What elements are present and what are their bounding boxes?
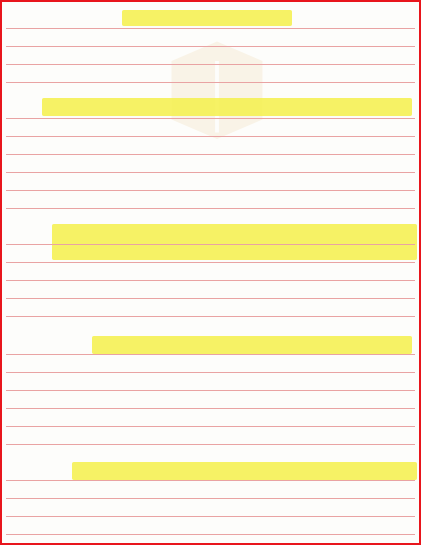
text-line <box>10 281 411 297</box>
text-line <box>10 29 411 45</box>
text-line <box>10 373 411 389</box>
text-line <box>10 119 411 135</box>
text-line <box>10 391 411 407</box>
text-line <box>10 481 411 497</box>
text-line <box>10 445 411 461</box>
text-line <box>10 299 411 315</box>
text-line <box>10 499 411 515</box>
text-line <box>10 191 411 207</box>
text-line <box>10 155 411 171</box>
text-line <box>10 409 411 425</box>
text-line <box>10 47 411 63</box>
question-line <box>10 338 411 354</box>
heading-line <box>10 10 411 26</box>
text-line <box>10 427 411 443</box>
text-line <box>10 65 411 81</box>
question-line <box>10 243 411 259</box>
text-line <box>10 355 411 371</box>
text-line <box>10 517 411 533</box>
text-line <box>10 137 411 153</box>
question-line <box>10 464 411 480</box>
text-line <box>10 83 411 99</box>
text-line <box>10 317 411 333</box>
question-line <box>10 100 411 116</box>
text-line <box>10 173 411 189</box>
text-line <box>10 263 411 279</box>
question-line <box>10 226 411 242</box>
